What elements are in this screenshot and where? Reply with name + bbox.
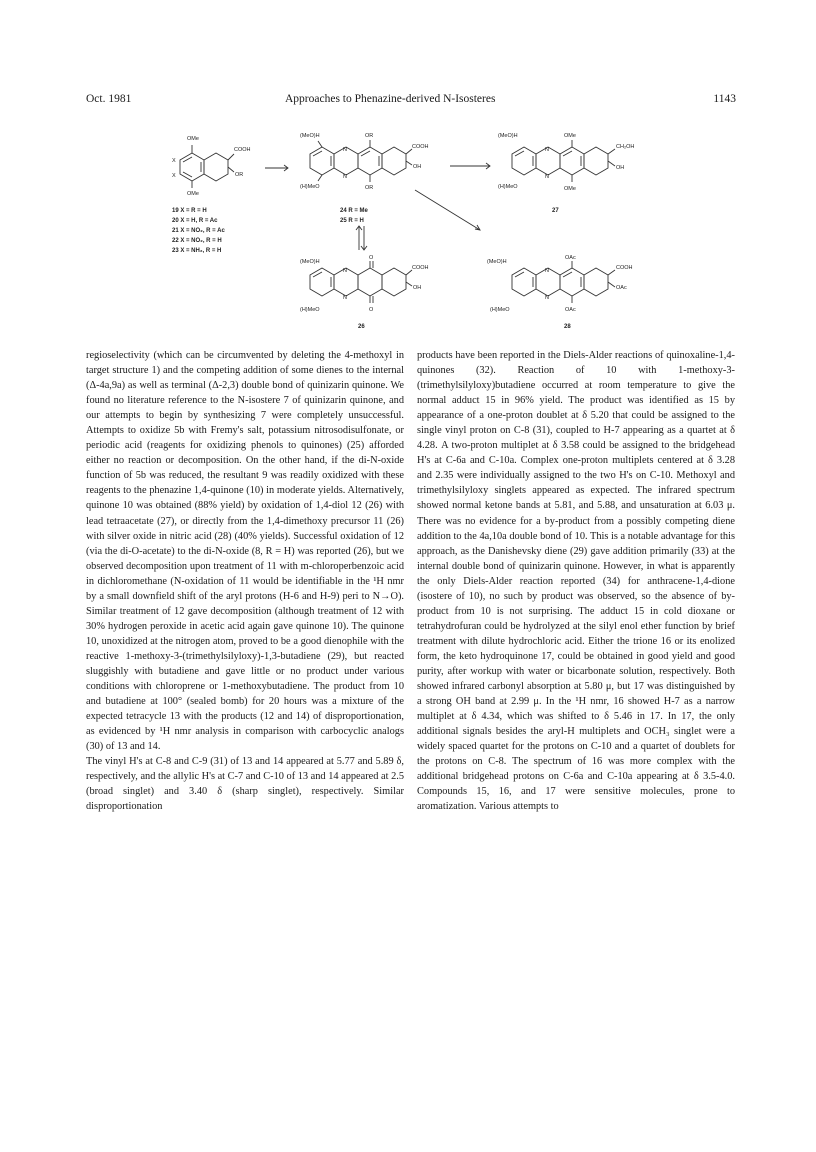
left-column (86, 348, 404, 814)
svg-text:(MeO)H: (MeO)H (487, 259, 507, 265)
svg-text:(H)MeO: (H)MeO (300, 184, 320, 190)
compound-legend-22: 22 X = NO₂, R = H (172, 238, 222, 244)
scheme-label: OMe (187, 136, 199, 142)
svg-text:(H)MeO: (H)MeO (300, 307, 320, 313)
svg-text:OR: OR (235, 172, 244, 178)
svg-text:COOH: COOH (616, 265, 633, 271)
running-header (86, 93, 736, 109)
svg-text:OMe: OMe (564, 133, 576, 139)
svg-text:(MeO)H: (MeO)H (498, 133, 518, 139)
svg-text:(MeO)H: (MeO)H (300, 133, 320, 139)
svg-text:OH: OH (616, 165, 625, 171)
structure-19-23 (180, 145, 234, 188)
left-paragraph-2: The vinyl H's at C-8 and C-9 (31) of 13 and 14 appeared at 5.77 and 5.89 δ, respectively, and the allylic H's at C-7 and C-10 of 13 and 14 appeared at 2.5 (broad singlet) and 3.40 δ (sharp singlet), respectively. Similar disproportionation (86, 756, 405, 813)
compound-legend-20: 20 X = H, R = Ac (172, 218, 218, 224)
svg-text:O: O (369, 255, 374, 261)
svg-text:OAc: OAc (565, 307, 576, 313)
svg-text:OMe: OMe (564, 186, 576, 192)
compound-legend-24: 24 R = Me (340, 208, 368, 214)
compound-legend-25: 25 R = H (340, 218, 364, 224)
svg-text:OAc: OAc (616, 285, 627, 291)
svg-text:N: N (545, 174, 549, 180)
structure-26 (310, 261, 412, 303)
compound-legend-23: 23 X = NH₂, R = H (172, 248, 222, 254)
svg-text:OH: OH (413, 285, 422, 291)
svg-text:X: X (172, 158, 176, 164)
svg-text:X: X (172, 173, 176, 179)
svg-text:N: N (343, 268, 347, 274)
svg-text:N: N (545, 268, 549, 274)
structure-24-25 (310, 140, 412, 182)
compound-legend-21: 21 X = NO₂, R = Ac (172, 228, 225, 234)
right-paragraph-1: products have been reported in the Diels-Alder reactions of quinoxaline-1,4-quinones (32). Reaction of 10 with 1-methoxy-3-(trimethylsilyloxy)butadiene occurred at room temperature to give the normal adduct 15 in 96% yield. The product was identified as 15 by appearance of a one-proton doublet at δ 5.20 that could be assigned to the single vinyl proton on C-8 (31), coupled to H-7 appearing as a quartet at δ 4.28. A two-proton multiplet at δ 3.58 could be assigned to the bridgehead H's at C-6a and C-10a. Complex one-proton multiplets centered at δ 3.28 and 2.35 were individually assigned to the two H's on C-10. Methoxyl and trimethylsilyloxy singlets appeared as expected. The infrared spectrum showed normal ketone bands at 5.81, and 5.88, and unsaturation at 6.03 μ. There was no evidence for a by-product from a possibly competing diene addition to the 4a,10a double bond of 10. This is a notable advantage for this approach, as the Danishevsky diene (29) gave addition primarily (33) at the internal double bond of quinizarin quinone. However, in what is apparently the only Diels-Alder reaction reported (34) for anthracene-1,4-dione (isostere of 10), no such by product was observed, so the absence of by-product from 10 is not surprising. The adduct 15 in cold dioxane or tetrahydrofuran could be hydrolyzed at the silyl enol ether function by brief treatment with dilute hydrochloric acid. Either the trione 16 or its enolized form, the keto hydroquinone 17, could be obtained in good yield and good purity, after workup with water or bicarbonate solution, respectively. Both showed infrared carbonyl absorption at 5.80 μ, but 17 was distinguished by a strong OH band at 2.99 μ. In the ¹H nmr, 16 showed H-7 as a narrow multiplet at δ 4.34, which was shifted to δ 5.46 in 17. In 17, the only additional signals besides the aryl-H multiplets and OCH₃ singlet were a widely spaced quartet for the protons on C-10 and a quartet of doublets for the protons on C-8. The spectrum of 16 was more complex with the additional bridgehead protons on C-6a and C-10a appearing at δ 3.5-4.0. Compounds 15, 16, and 17 were sensitive molecules, prone to aromatization. Various attempts to (417, 350, 735, 813)
svg-text:OR: OR (365, 185, 374, 191)
header-title: Approaches to Phenazine-derived N-Isosteres (285, 93, 496, 105)
svg-text:COOH: COOH (412, 144, 429, 150)
header-date: Oct. 1981 (86, 93, 132, 105)
svg-text:N: N (545, 147, 549, 153)
svg-text:OR: OR (365, 133, 374, 139)
compound-number-27: 27 (552, 208, 559, 214)
structure-28 (512, 261, 615, 303)
compound-legend-19: 19 X = R = H (172, 208, 207, 214)
structure-27 (512, 140, 615, 182)
svg-text:OAc: OAc (565, 255, 576, 261)
svg-text:N: N (343, 147, 347, 153)
svg-text:N: N (343, 174, 347, 180)
svg-text:COOH: COOH (234, 147, 251, 153)
right-column (417, 348, 735, 814)
left-paragraph-1: regioselectivity (which can be circumvented by deleting the 4-methoxyl in target structure 1) and the competing addition of some dienes to the internal (Δ-4a,9a) as well as terminal (Δ-2,3) double bond of quinizarin quinone. We found no literature reference to the N-isostere 7 of quinizarin quinone, and our attempts to begin by synthesizing 7 were completely unsuccessful. Attempts to oxidize 5b with Fremy's salt, potassium nitrosodisulfonate, or periodic acid (reagents for oxidizing phenols to quinones) (25) afforded either no reaction or decomposition. On the other hand, if the di-N-oxide function of 5b was reduced, the resultant 9 was readily oxidized with these reagents to the phenazine 1,4-quinone (10) in moderate yields. Alternatively, quinone 10 was obtained (88% yield) by oxidation of 1,4-diol 12 (26) with lead tetraacetate (27), or directly from the 1,4-dimethoxy precursor 11 (26) with silver oxide in nitric acid (28) (40% yields). Successful oxidation of 12 (via the di-O-acetate) to the di-N-oxide (8, R = H) was reported (26), but we observed decomposition upon treatment of 11 with m-chloroperbenzoic acid in dichloromethane (N-oxidation of 11 would be identifiable in the ¹H nmr by a small downfield shift of the aryl protons (H-6 and H-9) peri to N→O). Similar treatment of 12 gave decomposition (although treatment of 12 with 30% hydrogen peroxide in acetic acid again gave quinone 10). The quinone 10, unoxidized at the nitrogen atom, proved to be a good dienophile with the reactive 1-methoxy-3-(trimethylsilyloxy)-1,3-butadiene (29), but reacted sluggishly with butadiene and gave little or no product under various conditions with chloroprene or 1-methoxybutadiene. The product from 10 and butadiene at 100° (sealed bomb) for 20 hours was a mixture of the expected tetracycle 13 with the products (12 and 14) of disproportionation, as evidenced by ¹H nmr analysis in comparison with carbocyclic analogs (30) of 13 and 14. (86, 350, 404, 753)
header-page-number: 1143 (713, 93, 736, 105)
compound-number-28: 28 (564, 324, 571, 330)
compound-number-26: 26 (358, 324, 365, 330)
svg-text:OMe: OMe (187, 191, 199, 197)
svg-text:N: N (545, 295, 549, 301)
svg-text:OH: OH (413, 164, 422, 170)
reaction-scheme (160, 128, 680, 343)
svg-text:COOH: COOH (412, 265, 429, 271)
svg-text:(H)MeO: (H)MeO (498, 184, 518, 190)
svg-text:CH₂OH: CH₂OH (616, 144, 635, 150)
svg-text:O: O (369, 307, 374, 313)
svg-text:(H)MeO: (H)MeO (490, 307, 510, 313)
svg-text:(MeO)H: (MeO)H (300, 259, 320, 265)
svg-text:N: N (343, 295, 347, 301)
